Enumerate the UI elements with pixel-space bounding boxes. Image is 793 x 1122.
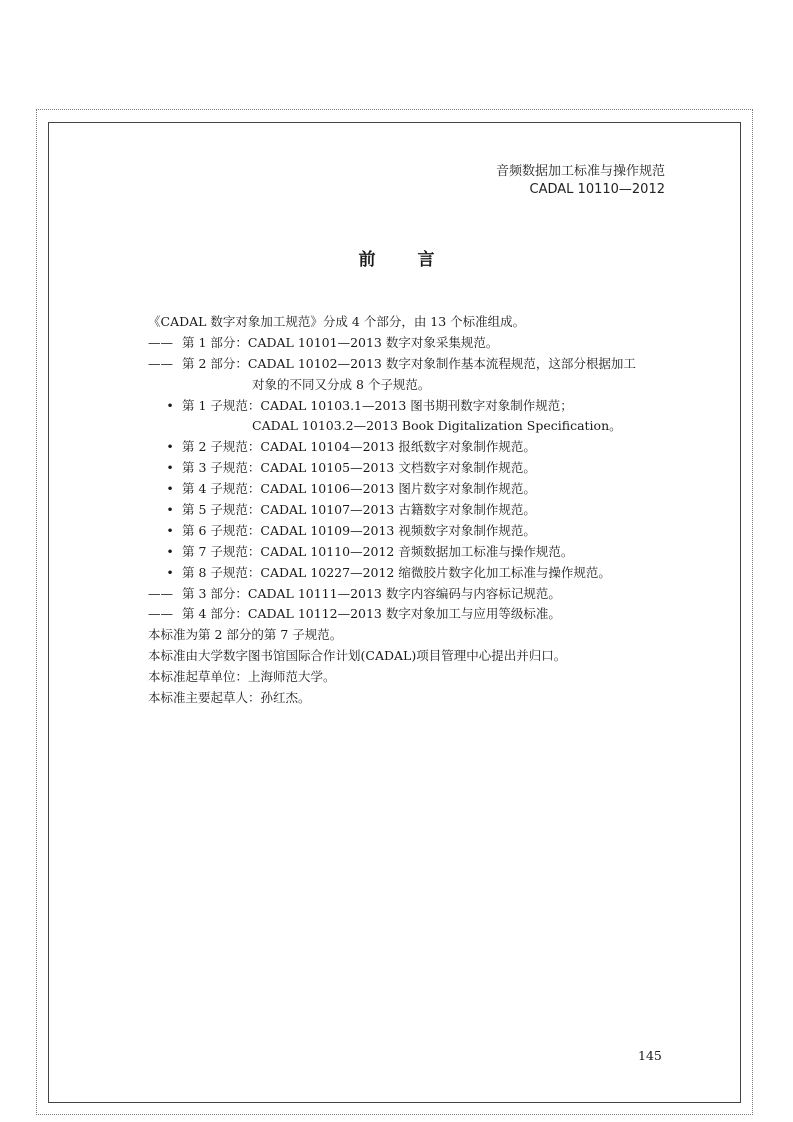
sub-spec-1-continuation: CADAL 10103.2—2013 Book Digitalization Specification。 xyxy=(252,418,622,434)
part-4-line xyxy=(148,604,668,625)
intro-line: 《CADAL 数字对象加工规范》分成 4 个部分，由 13 个标准组成。 xyxy=(148,314,526,329)
dash-mark: —— xyxy=(148,585,173,601)
sub-spec-4-text: 第 4 子规范：CADAL 10106—2013 图片数字对象制作规范。 xyxy=(182,481,536,497)
part-3-text: 第 3 部分：CADAL 10111—2013 数字内容编码与内容标记规范。 xyxy=(182,585,561,601)
sub-spec-2-text: 第 2 子规范：CADAL 10104—2013 报纸数字对象制作规范。 xyxy=(182,439,536,455)
bullet-mark: • xyxy=(166,397,174,413)
part-2-continuation: 对象的不同又分成 8 个子规范。 xyxy=(252,376,431,392)
sub-spec-6-line xyxy=(148,521,668,542)
sub-spec-7-text: 第 7 子规范：CADAL 10110—2012 音频数据加工标准与操作规范。 xyxy=(182,543,574,559)
dash-mark: —— xyxy=(148,606,173,622)
header-standard-title: 音频数据加工标准与操作规范 xyxy=(495,164,665,179)
sub-spec-6-text: 第 6 子规范：CADAL 10109—2013 视频数字对象制作规范。 xyxy=(182,522,536,538)
part-2-text: 第 2 部分：CADAL 10102—2013 数字对象制作基本流程规范，这部分根据加工 xyxy=(182,355,636,371)
part-1-line xyxy=(148,333,668,354)
header-standard-code: CADAL 10110—2012 xyxy=(529,182,665,197)
bullet-mark: • xyxy=(166,522,174,538)
bullet-mark: • xyxy=(166,439,174,455)
sub-spec-5-line xyxy=(148,500,668,521)
bullet-mark: • xyxy=(166,564,174,580)
bullet-mark: • xyxy=(166,543,174,559)
note-line-2: 本标准由大学数字图书馆国际合作计划(CADAL)项目管理中心提出并归口。 xyxy=(148,648,567,664)
page-number: 145 xyxy=(638,1048,662,1063)
sub-spec-3-text: 第 3 子规范：CADAL 10105—2013 文档数字对象制作规范。 xyxy=(182,460,536,476)
part-3-line xyxy=(148,584,668,605)
sub-spec-1-line xyxy=(148,396,668,417)
page-title: 前言 xyxy=(358,250,477,270)
sub-spec-8-line xyxy=(148,563,668,584)
note-line-4: 本标准主要起草人：孙红杰。 xyxy=(148,690,311,706)
part-4-text: 第 4 部分：CADAL 10112—2013 数字对象加工与应用等级标准。 xyxy=(182,606,561,622)
sub-spec-2-line xyxy=(148,437,668,458)
dash-mark: —— xyxy=(148,334,173,350)
part-1-text: 第 1 部分：CADAL 10101—2013 数字对象采集规范。 xyxy=(182,334,499,350)
sub-spec-4-line xyxy=(148,479,668,500)
sub-spec-1-text: 第 1 子规范：CADAL 10103.1—2013 图书期刊数字对象制作规范； xyxy=(182,397,573,413)
dash-mark: —— xyxy=(148,355,173,371)
sub-spec-8-text: 第 8 子规范：CADAL 10227—2012 缩微胶片数字化加工标准与操作规范。 xyxy=(182,564,611,580)
foreword-body xyxy=(148,312,668,709)
bullet-mark: • xyxy=(166,502,174,518)
part-2-line xyxy=(148,354,668,375)
sub-spec-5-text: 第 5 子规范：CADAL 10107—2013 古籍数字对象制作规范。 xyxy=(182,502,536,518)
bullet-mark: • xyxy=(166,460,174,476)
bullet-mark: • xyxy=(166,481,174,497)
sub-spec-3-line xyxy=(148,458,668,479)
note-line-1: 本标准为第 2 部分的第 7 子规范。 xyxy=(148,627,343,643)
note-line-3: 本标准起草单位：上海师范大学。 xyxy=(148,669,336,685)
sub-spec-7-line xyxy=(148,542,668,563)
